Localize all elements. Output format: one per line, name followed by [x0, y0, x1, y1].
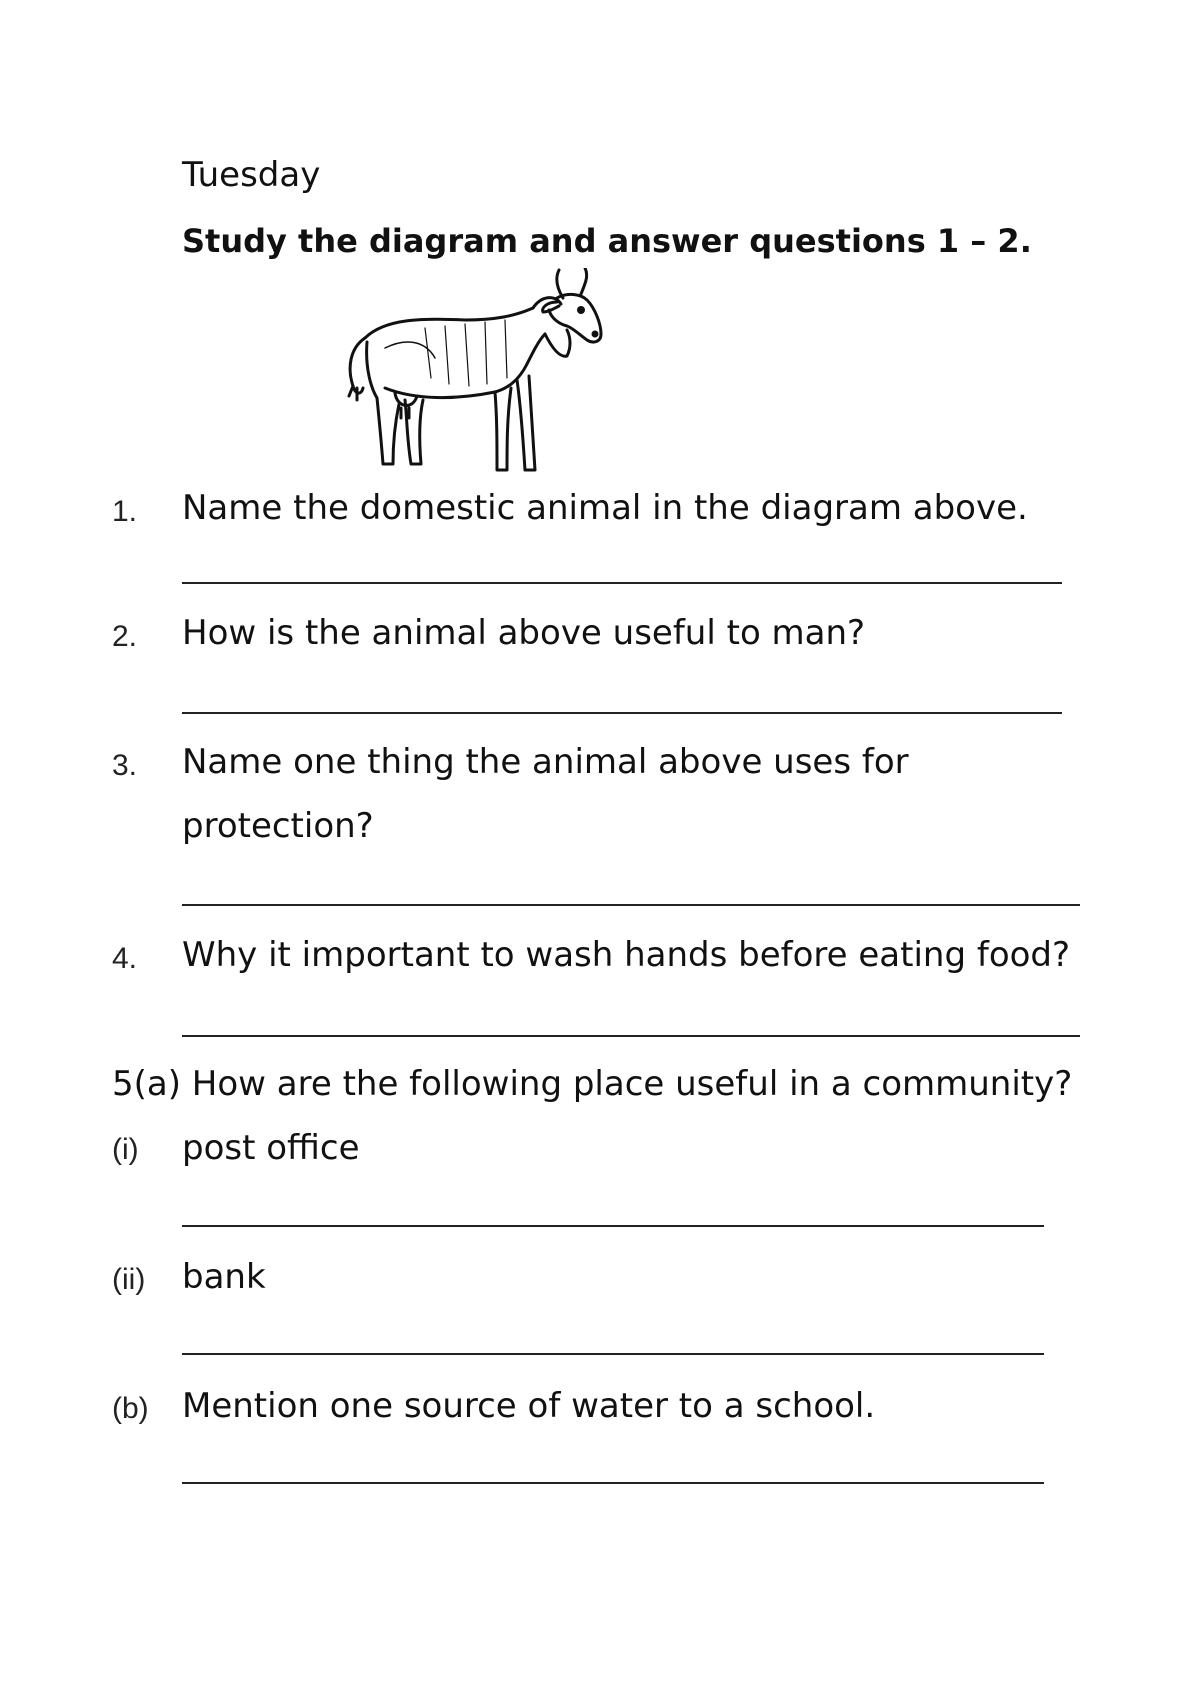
answer-line-5i[interactable]: [182, 1225, 1044, 1227]
part-i-label: (i): [112, 1133, 139, 1166]
part-ii-text: bank: [182, 1257, 266, 1297]
question-3-text-continued: protection?: [182, 806, 374, 846]
answer-line-5ii[interactable]: [182, 1353, 1044, 1355]
part-b-text: Mention one source of water to a school.: [182, 1386, 876, 1426]
answer-line-2[interactable]: [182, 712, 1062, 714]
question-3-number: 3.: [112, 749, 138, 782]
question-2-text: How is the animal above useful to man?: [182, 613, 866, 653]
question-1-text: Name the domestic animal in the diagram above.: [182, 488, 1028, 528]
part-b-label: (b): [112, 1392, 149, 1425]
question-4-text: Why it important to wash hands before eating food?: [182, 935, 1071, 975]
part-i-text: post office: [182, 1128, 360, 1168]
part-ii-label: (ii): [112, 1263, 146, 1296]
day-heading: Tuesday: [182, 155, 321, 195]
question-5-heading: 5(a) How are the following place useful in a community?: [112, 1064, 1073, 1104]
question-2-number: 2.: [112, 620, 138, 653]
answer-line-1[interactable]: [182, 582, 1062, 584]
answer-line-3[interactable]: [182, 904, 1080, 906]
question-1-number: 1.: [112, 495, 138, 528]
answer-line-4[interactable]: [182, 1035, 1080, 1037]
question-4-number: 4.: [112, 942, 138, 975]
instruction-text: Study the diagram and answer questions 1 – 2.: [182, 222, 1032, 260]
question-3-text: Name one thing the animal above uses for: [182, 742, 909, 782]
answer-line-5b[interactable]: [182, 1482, 1044, 1484]
cow-icon: [345, 268, 625, 478]
